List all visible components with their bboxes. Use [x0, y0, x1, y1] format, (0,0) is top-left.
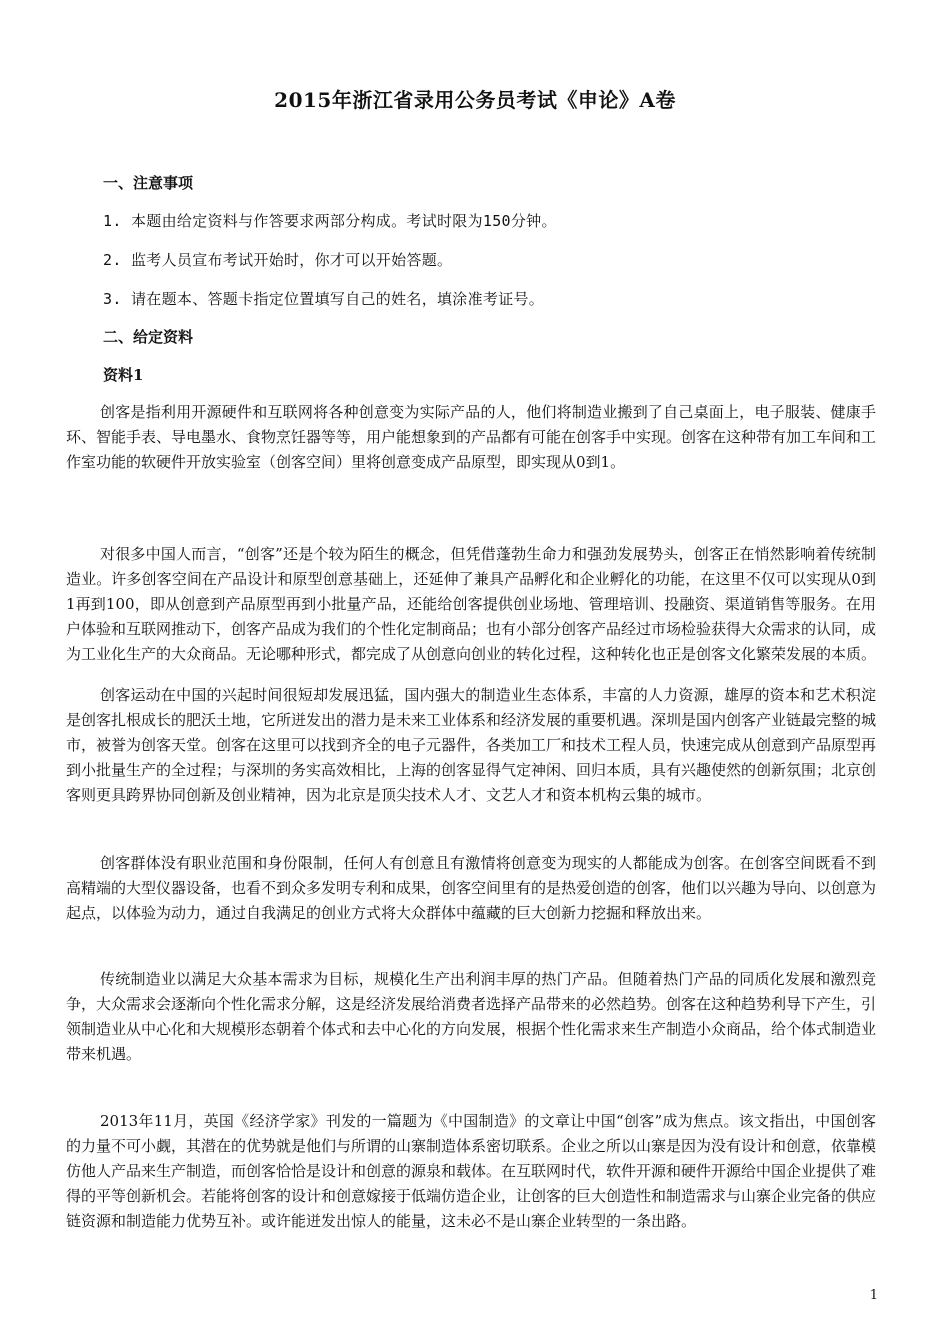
paragraph-2: 对很多中国人而言，“创客”还是个较为陌生的概念，但凭借蓬勃生命力和强劲发展势头，创客正在悄然影响着传统制造业。许多创客空间在产品设计和原型创意基础上，还延伸了兼具产品孵化和企业孵化的功能，在这里不仅可以实现从0到1再到100，即从创意到产品原型再到小批量产品，还能给创客提供创业场地、管理培训、投融资、渠道销售等服务。在用户体验和互联网推动下，创客产品成为我们的个性化定制商品；也有小部分创客产品经过市场检验获得大众需求的认同，成为工业化生产的大众商品。无论哪种形式，都完成了从创意向创业的转化过程，这种转化也正是创客文化繁荣发展的本质。 — [66, 545, 877, 663]
paragraph-3: 创客运动在中国的兴起时间很短却发展迅猛，国内强大的制造业生态体系，丰富的人力资源，雄厚的资本和艺术积淀是创客扎根成长的肥沃土地，它所迸发出的潜力是未来工业体系和经济发展的重要机遇。深圳是国内创客产业链最完整的城市，被誉为创客天堂。创客在这里可以找到齐全的电子元器件，各类加工厂和技术工程人员，快速完成从创意到产品原型再到小批量生产的全过程；与深圳的务实高效相比，上海的创客显得气定神闲、回归本质，具有兴趣使然的创新氛围；北京创客则更具跨界协同创新及创业精神，因为北京是顶尖技术人才、文艺人才和资本机构云集的城市。 — [66, 686, 877, 804]
material-label: 资料1 — [103, 366, 144, 384]
paragraph-6: 2013年11月，英国《经济学家》刊发的一篇题为《中国制造》的文章让中国“创客”成为焦点。该文指出，中国创客的力量不可小觑，其潜在的优势就是他们与所谓的山寨制造体系密切联系。企业之所以山寨是因为没有设计和创意，依靠模仿他人产品来生产制造，而创客恰恰是设计和创意的源泉和载体。在互联网时代，软件开源和硬件开源给中国企业提供了难得的平等创新机会。若能将创客的设计和创意嫁接于低端仿造企业，让创客的巨大创造性和制造需求与山寨企业完备的供应链资源和制造能力优势互补。或许能迸发出惊人的能量，这未必不是山寨企业转型的一条出路。 — [66, 1112, 877, 1230]
paragraph-1: 创客是指利用开源硬件和互联网将各种创意变为实际产品的人，他们将制造业搬到了自己桌面上，电子服装、健康手环、智能手表、导电墨水、食物烹饪器等等，用户能想象到的产品都有可能在创客手中实现。创客在这种带有加工车间和工作室功能的软硬件开放实验室（创客空间）里将创意变成产品原型，即实现从0到1。 — [66, 403, 877, 471]
paragraph-4: 创客群体没有职业范围和身份限制，任何人有创意且有激情将创意变为现实的人都能成为创客。在创客空间既看不到高精端的大型仪器设备，也看不到众多发明专利和成果，创客空间里有的是热爱创造的创客，他们以兴趣为导向、以创意为起点，以体验为动力，通过自我满足的创业方式将大众群体中蕴藏的巨大创新力挖掘和释放出来。 — [66, 854, 877, 922]
note-item-3: 3. 请在题本、答题卡指定位置填写自己的姓名，填涂准考证号。 — [103, 290, 545, 308]
note-item-2: 2. 监考人员宣布考试开始时，你才可以开始答题。 — [103, 251, 453, 269]
note-item-1: 1. 本题由给定资料与作答要求两部分构成。考试时限为150分钟。 — [103, 212, 557, 230]
page-number: 1 — [869, 1288, 878, 1303]
section-heading-materials: 二、给定资料 — [103, 328, 194, 346]
paragraph-5: 传统制造业以满足大众基本需求为目标，规模化生产出利润丰厚的热门产品。但随着热门产品的同质化发展和激烈竞争，大众需求会逐渐向个性化需求分解，这是经济发展给消费者选择产品带来的必然趋势。创客在这种趋势利导下产生，引领制造业从中心化和大规模形态朝着个体式和去中心化的方向发展，根据个性化需求来生产制造小众商品，给个体式制造业带来机遇。 — [66, 970, 877, 1063]
section-heading-notes: 一、注意事项 — [103, 174, 194, 192]
document-title: 2015年浙江省录用公务员考试《申论》A卷 — [274, 88, 676, 112]
